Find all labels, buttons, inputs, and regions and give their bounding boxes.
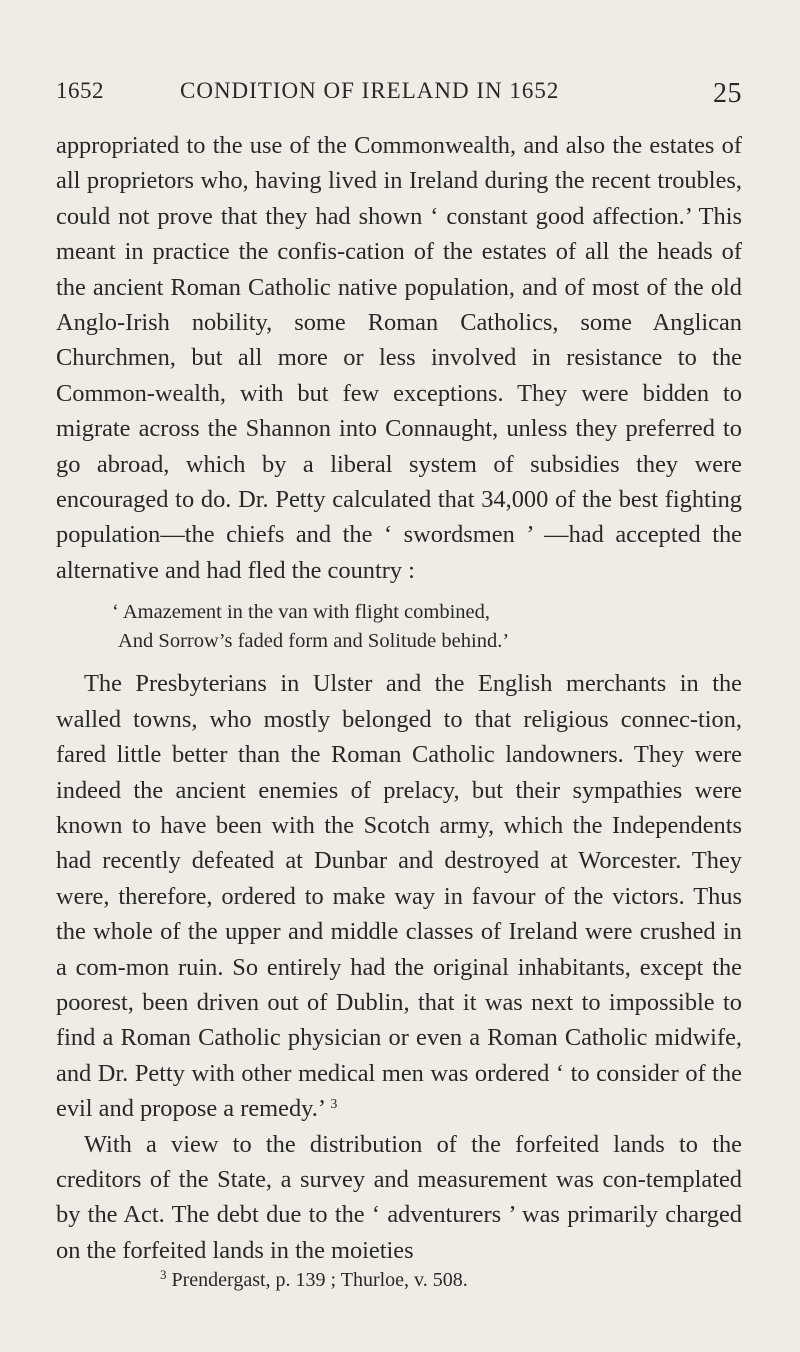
verse-quote xyxy=(112,598,742,656)
running-header xyxy=(56,78,742,112)
footnote xyxy=(160,1266,760,1294)
footnote-text: Prendergast, p. 139 ; Thurloe, v. 508. xyxy=(171,1269,468,1291)
header-title: CONDITION OF IRELAND IN 1652 xyxy=(180,78,560,103)
footnote-marker: 3 xyxy=(160,1267,167,1282)
quote-line-1: ‘ Amazement in the van with flight combined, xyxy=(112,601,491,624)
body-text xyxy=(56,128,742,1268)
paragraph-1: appropriated to the use of the Commonwealth, and also the estates of all proprietors who, having lived in Ireland during the recent troubles, could not prove that they had shown ‘ constant good affection.’ This meant in practice the confis-cation of the estates of all the heads of the ancient Roman Catholic native population, and of most of the old Anglo-Irish nobility, some Roman Catholics, some Anglican Churchmen, but all more or less involved in resistance to the Common-wealth, with but few exceptions. They were bidden to migrate across the Shannon into Connaught, unless they preferred to go abroad, which by a liberal system of subsidies they were encouraged to do. Dr. Petty calculated that 34,000 of the best fighting population—the chiefs and the ‘ swordsmen ’ —had accepted the alternative and had fled the country : xyxy=(56,132,742,584)
header-year: 1652 xyxy=(56,78,104,103)
quote-line-2: And Sorrow’s faded form and Solitude behind.’ xyxy=(118,630,510,653)
page-number: 25 xyxy=(713,78,742,109)
footnote-reference: 3 xyxy=(330,1097,338,1113)
paragraph-3: With a view to the distribution of the forfeited lands to the creditors of the State, a survey and measurement was con-templated by the Act. The debt due to the ‘ adventurers ’ was primarily charged on the forfeited lands in the moieties xyxy=(56,1130,742,1264)
paragraph-2-text: The Presbyterians in Ulster and the English merchants in the walled towns, who mostly belonged to that religious connec-tion, fared little better than the Roman Catholic landowners. They were indeed the ancient enemies of prelacy, but their sympathies were known to have been with the Scotch army, which the Independents had recently defeated at Dunbar and destroyed at Worcester. They were, therefore, ordered to make way in favour of the victors. Thus the whole of the upper and middle classes of Ireland were crushed in a com-mon ruin. So entirely had the original inhabitants, except the poorest, been driven out of Dublin, that it was next to impossible to find a Roman Catholic physician or even a Roman Catholic midwife, and Dr. Petty with other medical men was ordered ‘ to consider of the evil and propose a remedy.’ xyxy=(56,670,742,1123)
paragraph-2 xyxy=(56,666,742,1126)
